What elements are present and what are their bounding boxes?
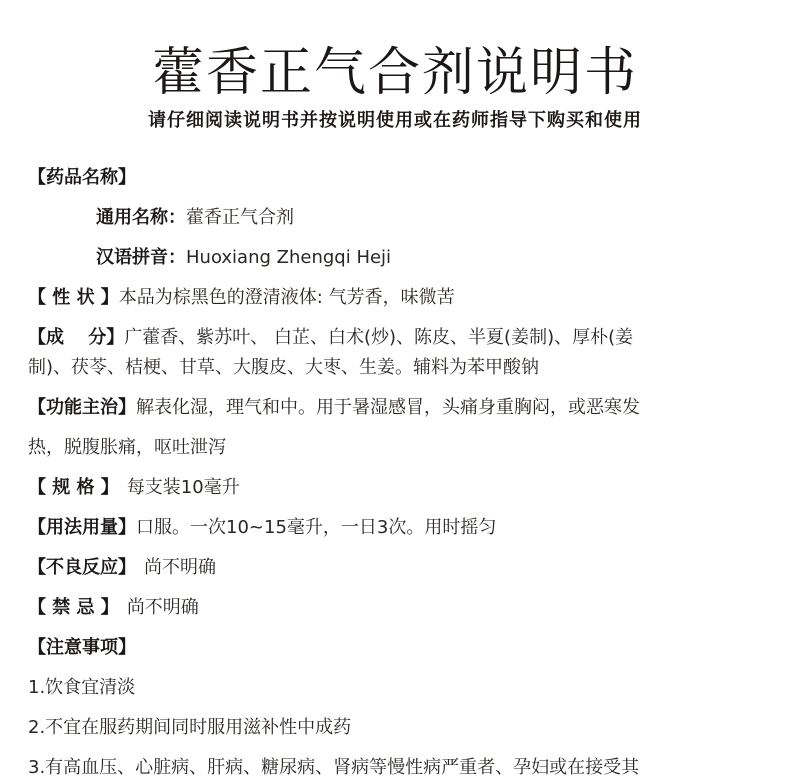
adverse-reactions-row: [28, 556, 768, 580]
specification-label: 【 规 格 】: [28, 477, 119, 498]
adverse-reactions-value: 尚不明确: [144, 557, 216, 578]
ingredients-value-line1: 广藿香、紫苏叶、 白芷、白术(炒)、陈皮、半夏(姜制)、厚朴(姜: [124, 327, 634, 348]
contraindications-value: 尚不明确: [126, 597, 199, 618]
indications-value-line1: 解表化湿，理气和中。用于暑湿感冒，头痛身重胸闷，或恶寒发: [136, 397, 640, 418]
pinyin-value: Huoxiang Zhengqi Heji: [186, 247, 392, 268]
precautions-label: 【注意事项】: [28, 637, 136, 658]
ingredients-row-continued: [28, 356, 768, 380]
generic-name-label: 通用名称：: [96, 207, 186, 228]
indications-label: 【功能主治】: [28, 397, 136, 418]
properties-label: 【 性 状 】: [28, 287, 119, 308]
document-title: 藿香正气合剂说明书: [151, 43, 638, 103]
ingredients-value-line2: 制)、茯苓、桔梗、甘草、大腹皮、大枣、生姜。辅料为苯甲酸钠: [28, 357, 540, 378]
indications-row-continued: [28, 436, 768, 460]
ingredients-label: 【成 分】: [28, 327, 125, 348]
dosage-row: [28, 516, 768, 540]
precaution-item: 2.不宜在服药期间同时服用滋补性中成药: [28, 717, 352, 738]
dosage-value: 口服。一次10~15毫升，一日3次。用时摇匀: [136, 517, 497, 538]
indications-row: [28, 396, 768, 420]
contraindications-row: [28, 596, 768, 620]
pinyin-row: [96, 246, 790, 270]
specification-value: 每支装10毫升: [126, 477, 240, 498]
ingredients-row: [28, 326, 768, 350]
drug-name-heading: [28, 166, 768, 190]
document-subtitle: 请仔细阅读说明书并按说明使用或在药师指导下购买和使用: [148, 110, 642, 131]
pinyin-label: 汉语拼音：: [96, 247, 186, 268]
properties-row: [28, 286, 768, 310]
generic-name-row: [96, 206, 790, 230]
adverse-reactions-label: 【不良反应】: [28, 557, 136, 578]
precaution-item: 3.有高血压、心脏病、肝病、糖尿病、肾病等慢性病严重者、孕妇或在接受其: [28, 757, 640, 778]
dosage-label: 【用法用量】: [28, 517, 136, 538]
precautions-heading: [28, 636, 768, 660]
generic-name-value: 藿香正气合剂: [186, 207, 294, 228]
contraindications-label: 【 禁 忌 】: [28, 597, 119, 618]
precaution-item: 1.饮食宜清淡: [28, 677, 136, 698]
drug-name-label: 【药品名称】: [28, 167, 136, 188]
indications-value-line2: 热，脱腹胀痛，呕吐泄泻: [28, 437, 226, 458]
specification-row: [28, 476, 768, 500]
properties-value: 本品为棕黑色的澄清液体: 气芳香，味微苦: [118, 287, 455, 308]
